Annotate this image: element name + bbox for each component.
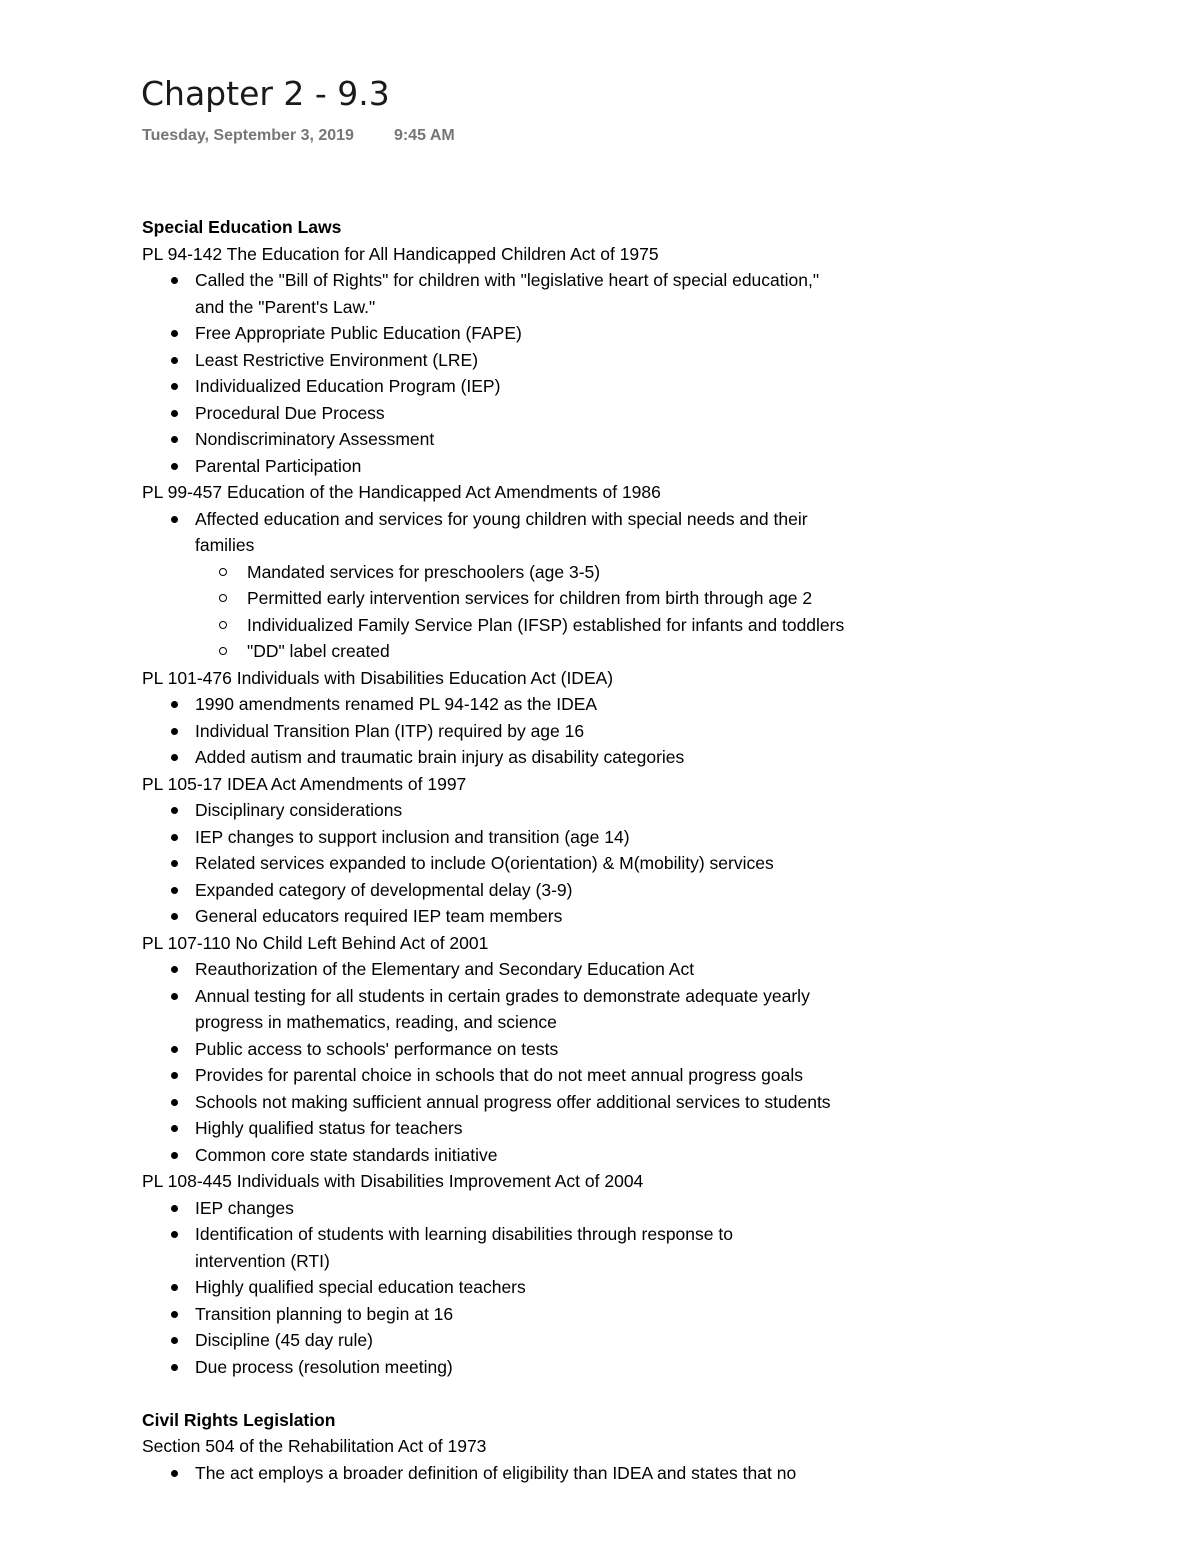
- bullet-dot-icon: [171, 277, 178, 284]
- bullet-item: [142, 691, 844, 718]
- bullet-dot-icon: [171, 887, 178, 894]
- note-time: 9:45 AM: [393, 127, 455, 144]
- law-title: [142, 241, 844, 268]
- bullet-dot-icon: [171, 807, 178, 814]
- bullet-dot-icon: [171, 463, 178, 470]
- line-text: Special Education Laws: [142, 217, 342, 237]
- line-text: IEP changes to support inclusion and transition (age 14): [195, 826, 630, 847]
- bullet-continuation: [142, 532, 844, 559]
- law-title: [142, 479, 844, 506]
- page-title: Chapter 2 - 9.3: [141, 74, 390, 113]
- line-text: Section 504 of the Rehabilitation Act of 1973: [142, 1436, 487, 1456]
- note-body: [142, 214, 844, 1486]
- line-text: PL 107-110 No Child Left Behind Act of 2001: [142, 932, 489, 953]
- bullet-dot-icon: [171, 1152, 178, 1159]
- line-text: Highly qualified status for teachers: [195, 1118, 463, 1138]
- line-text: PL 105-17 IDEA Act Amendments of 1997: [142, 773, 467, 794]
- bullet-item: [142, 1301, 844, 1328]
- bullet-dot-icon: [171, 728, 178, 735]
- note-timestamp: [142, 127, 455, 145]
- bullet-item: [142, 1089, 844, 1116]
- hollow-circle-bullet-icon: [219, 621, 227, 629]
- bullet-dot-icon: [171, 1099, 178, 1106]
- bullet-dot-icon: [171, 701, 178, 708]
- bullet-item: [142, 400, 844, 427]
- line-text: families: [195, 535, 255, 555]
- line-text: Individual Transition Plan (ITP) required by age 16: [195, 720, 585, 741]
- line-text: PL 94-142 The Education for All Handicapped Children Act of 1975: [142, 243, 659, 264]
- line-text: Common core state standards initiative: [195, 1144, 498, 1165]
- line-text: The act employs a broader definition of eligibility than IDEA and states that no: [195, 1462, 797, 1483]
- line-text: Schools not making sufficient annual progress offer additional services to students: [195, 1091, 831, 1112]
- line-text: General educators required IEP team members: [195, 906, 563, 926]
- line-text: "DD" label created: [247, 641, 390, 661]
- bullet-dot-icon: [171, 1046, 178, 1053]
- bullet-dot-icon: [171, 1364, 178, 1371]
- bullet-dot-icon: [171, 1470, 178, 1477]
- bullet-item: [142, 797, 844, 824]
- line-text: Public access to schools' performance on tests: [195, 1038, 559, 1059]
- bullet-continuation: [142, 294, 844, 321]
- line-text: Expanded category of developmental delay (3-9): [195, 879, 573, 900]
- note-date: Tuesday, September 3, 2019: [142, 127, 354, 144]
- line-text: 1990 amendments renamed PL 94-142 as the IDEA: [195, 694, 598, 714]
- bullet-dot-icon: [171, 1231, 178, 1238]
- sub-bullet-item: [142, 585, 844, 612]
- bullet-dot-icon: [171, 330, 178, 337]
- bullet-dot-icon: [171, 516, 178, 523]
- bullet-item: [142, 506, 844, 533]
- bullet-dot-icon: [171, 357, 178, 364]
- bullet-item: [142, 824, 844, 851]
- bullet-item: [142, 426, 844, 453]
- bullet-item: [142, 877, 844, 904]
- bullet-item: [142, 1354, 844, 1381]
- bullet-item: [142, 744, 844, 771]
- line-text: Reauthorization of the Elementary and Secondary Education Act: [195, 959, 695, 979]
- line-text: Highly qualified special education teachers: [195, 1277, 526, 1297]
- line-text: Discipline (45 day rule): [195, 1330, 373, 1350]
- bullet-item: [142, 453, 844, 480]
- line-text: Civil Rights Legislation: [142, 1409, 336, 1430]
- bullet-dot-icon: [171, 993, 178, 1000]
- bullet-dot-icon: [171, 834, 178, 841]
- blank-line: [142, 1380, 844, 1407]
- bullet-dot-icon: [171, 436, 178, 443]
- line-text: Identification of students with learning disabilities through response to: [195, 1224, 733, 1244]
- line-text: Free Appropriate Public Education (FAPE): [195, 323, 522, 343]
- line-text: Related services expanded to include O(orientation) & M(mobility) services: [195, 853, 774, 873]
- hollow-circle-bullet-icon: [219, 594, 227, 602]
- bullet-item: [142, 1221, 844, 1248]
- bullet-dot-icon: [171, 966, 178, 973]
- bullet-continuation: [142, 1009, 844, 1036]
- line-text: Nondiscriminatory Assessment: [195, 429, 435, 449]
- line-text: Mandated services for preschoolers (age 3-5): [247, 561, 601, 582]
- bullet-dot-icon: [171, 860, 178, 867]
- line-text: PL 101-476 Individuals with Disabilities Education Act (IDEA): [142, 667, 614, 688]
- line-text: Permitted early intervention services for children from birth through age 2: [247, 588, 813, 608]
- bullet-continuation: [142, 1248, 844, 1275]
- line-text: Disciplinary considerations: [195, 800, 403, 820]
- bullet-item: [142, 1115, 844, 1142]
- bullet-dot-icon: [171, 1311, 178, 1318]
- line-text: Provides for parental choice in schools that do not meet annual progress goals: [195, 1065, 803, 1085]
- section-heading: [142, 214, 844, 241]
- line-text: Annual testing for all students in certain grades to demonstrate adequate yearly: [195, 985, 810, 1006]
- line-text: Individualized Education Program (IEP): [195, 376, 501, 396]
- law-title: [142, 930, 844, 957]
- bullet-dot-icon: [171, 1125, 178, 1132]
- bullet-item: [142, 373, 844, 400]
- bullet-item: [142, 1460, 844, 1487]
- line-text: IEP changes: [195, 1197, 294, 1218]
- bullet-dot-icon: [171, 383, 178, 390]
- bullet-item: [142, 903, 844, 930]
- bullet-item: [142, 983, 844, 1010]
- hollow-circle-bullet-icon: [219, 647, 227, 655]
- line-text: intervention (RTI): [195, 1250, 330, 1271]
- bullet-item: [142, 267, 844, 294]
- bullet-dot-icon: [171, 410, 178, 417]
- law-title: [142, 1168, 844, 1195]
- bullet-item: [142, 1062, 844, 1089]
- bullet-item: [142, 1274, 844, 1301]
- line-text: Transition planning to begin at 16: [195, 1303, 454, 1324]
- line-text: Added autism and traumatic brain injury as disability categories: [195, 747, 685, 767]
- bullet-item: [142, 850, 844, 877]
- law-title: [142, 665, 844, 692]
- line-text: PL 108-445 Individuals with Disabilities Improvement Act of 2004: [142, 1171, 644, 1191]
- line-text: PL 99-457 Education of the Handicapped Act Amendments of 1986: [142, 482, 661, 502]
- bullet-dot-icon: [171, 1337, 178, 1344]
- sub-bullet-item: [142, 559, 844, 586]
- line-text: progress in mathematics, reading, and science: [195, 1012, 557, 1032]
- bullet-item: [142, 320, 844, 347]
- section-heading: [142, 1407, 844, 1434]
- line-text: Called the "Bill of Rights" for children with "legislative heart of special education,": [195, 270, 820, 290]
- bullet-dot-icon: [171, 913, 178, 920]
- sub-bullet-item: [142, 638, 844, 665]
- line-text: Affected education and services for young children with special needs and their: [195, 508, 808, 529]
- bullet-item: [142, 347, 844, 374]
- bullet-item: [142, 956, 844, 983]
- bullet-dot-icon: [171, 1072, 178, 1079]
- line-text: Parental Participation: [195, 455, 362, 476]
- line-text: Due process (resolution meeting): [195, 1356, 453, 1377]
- sub-bullet-item: [142, 612, 844, 639]
- bullet-dot-icon: [171, 1284, 178, 1291]
- law-title: [142, 1433, 844, 1460]
- bullet-item: [142, 1195, 844, 1222]
- line-text: Procedural Due Process: [195, 402, 385, 423]
- law-title: [142, 771, 844, 798]
- hollow-circle-bullet-icon: [219, 568, 227, 576]
- bullet-item: [142, 1142, 844, 1169]
- bullet-dot-icon: [171, 754, 178, 761]
- line-text: Individualized Family Service Plan (IFSP) established for infants and toddlers: [247, 614, 845, 635]
- bullet-item: [142, 718, 844, 745]
- line-text: and the "Parent's Law.": [195, 296, 376, 317]
- bullet-dot-icon: [171, 1205, 178, 1212]
- bullet-item: [142, 1327, 844, 1354]
- bullet-item: [142, 1036, 844, 1063]
- line-text: Least Restrictive Environment (LRE): [195, 349, 479, 370]
